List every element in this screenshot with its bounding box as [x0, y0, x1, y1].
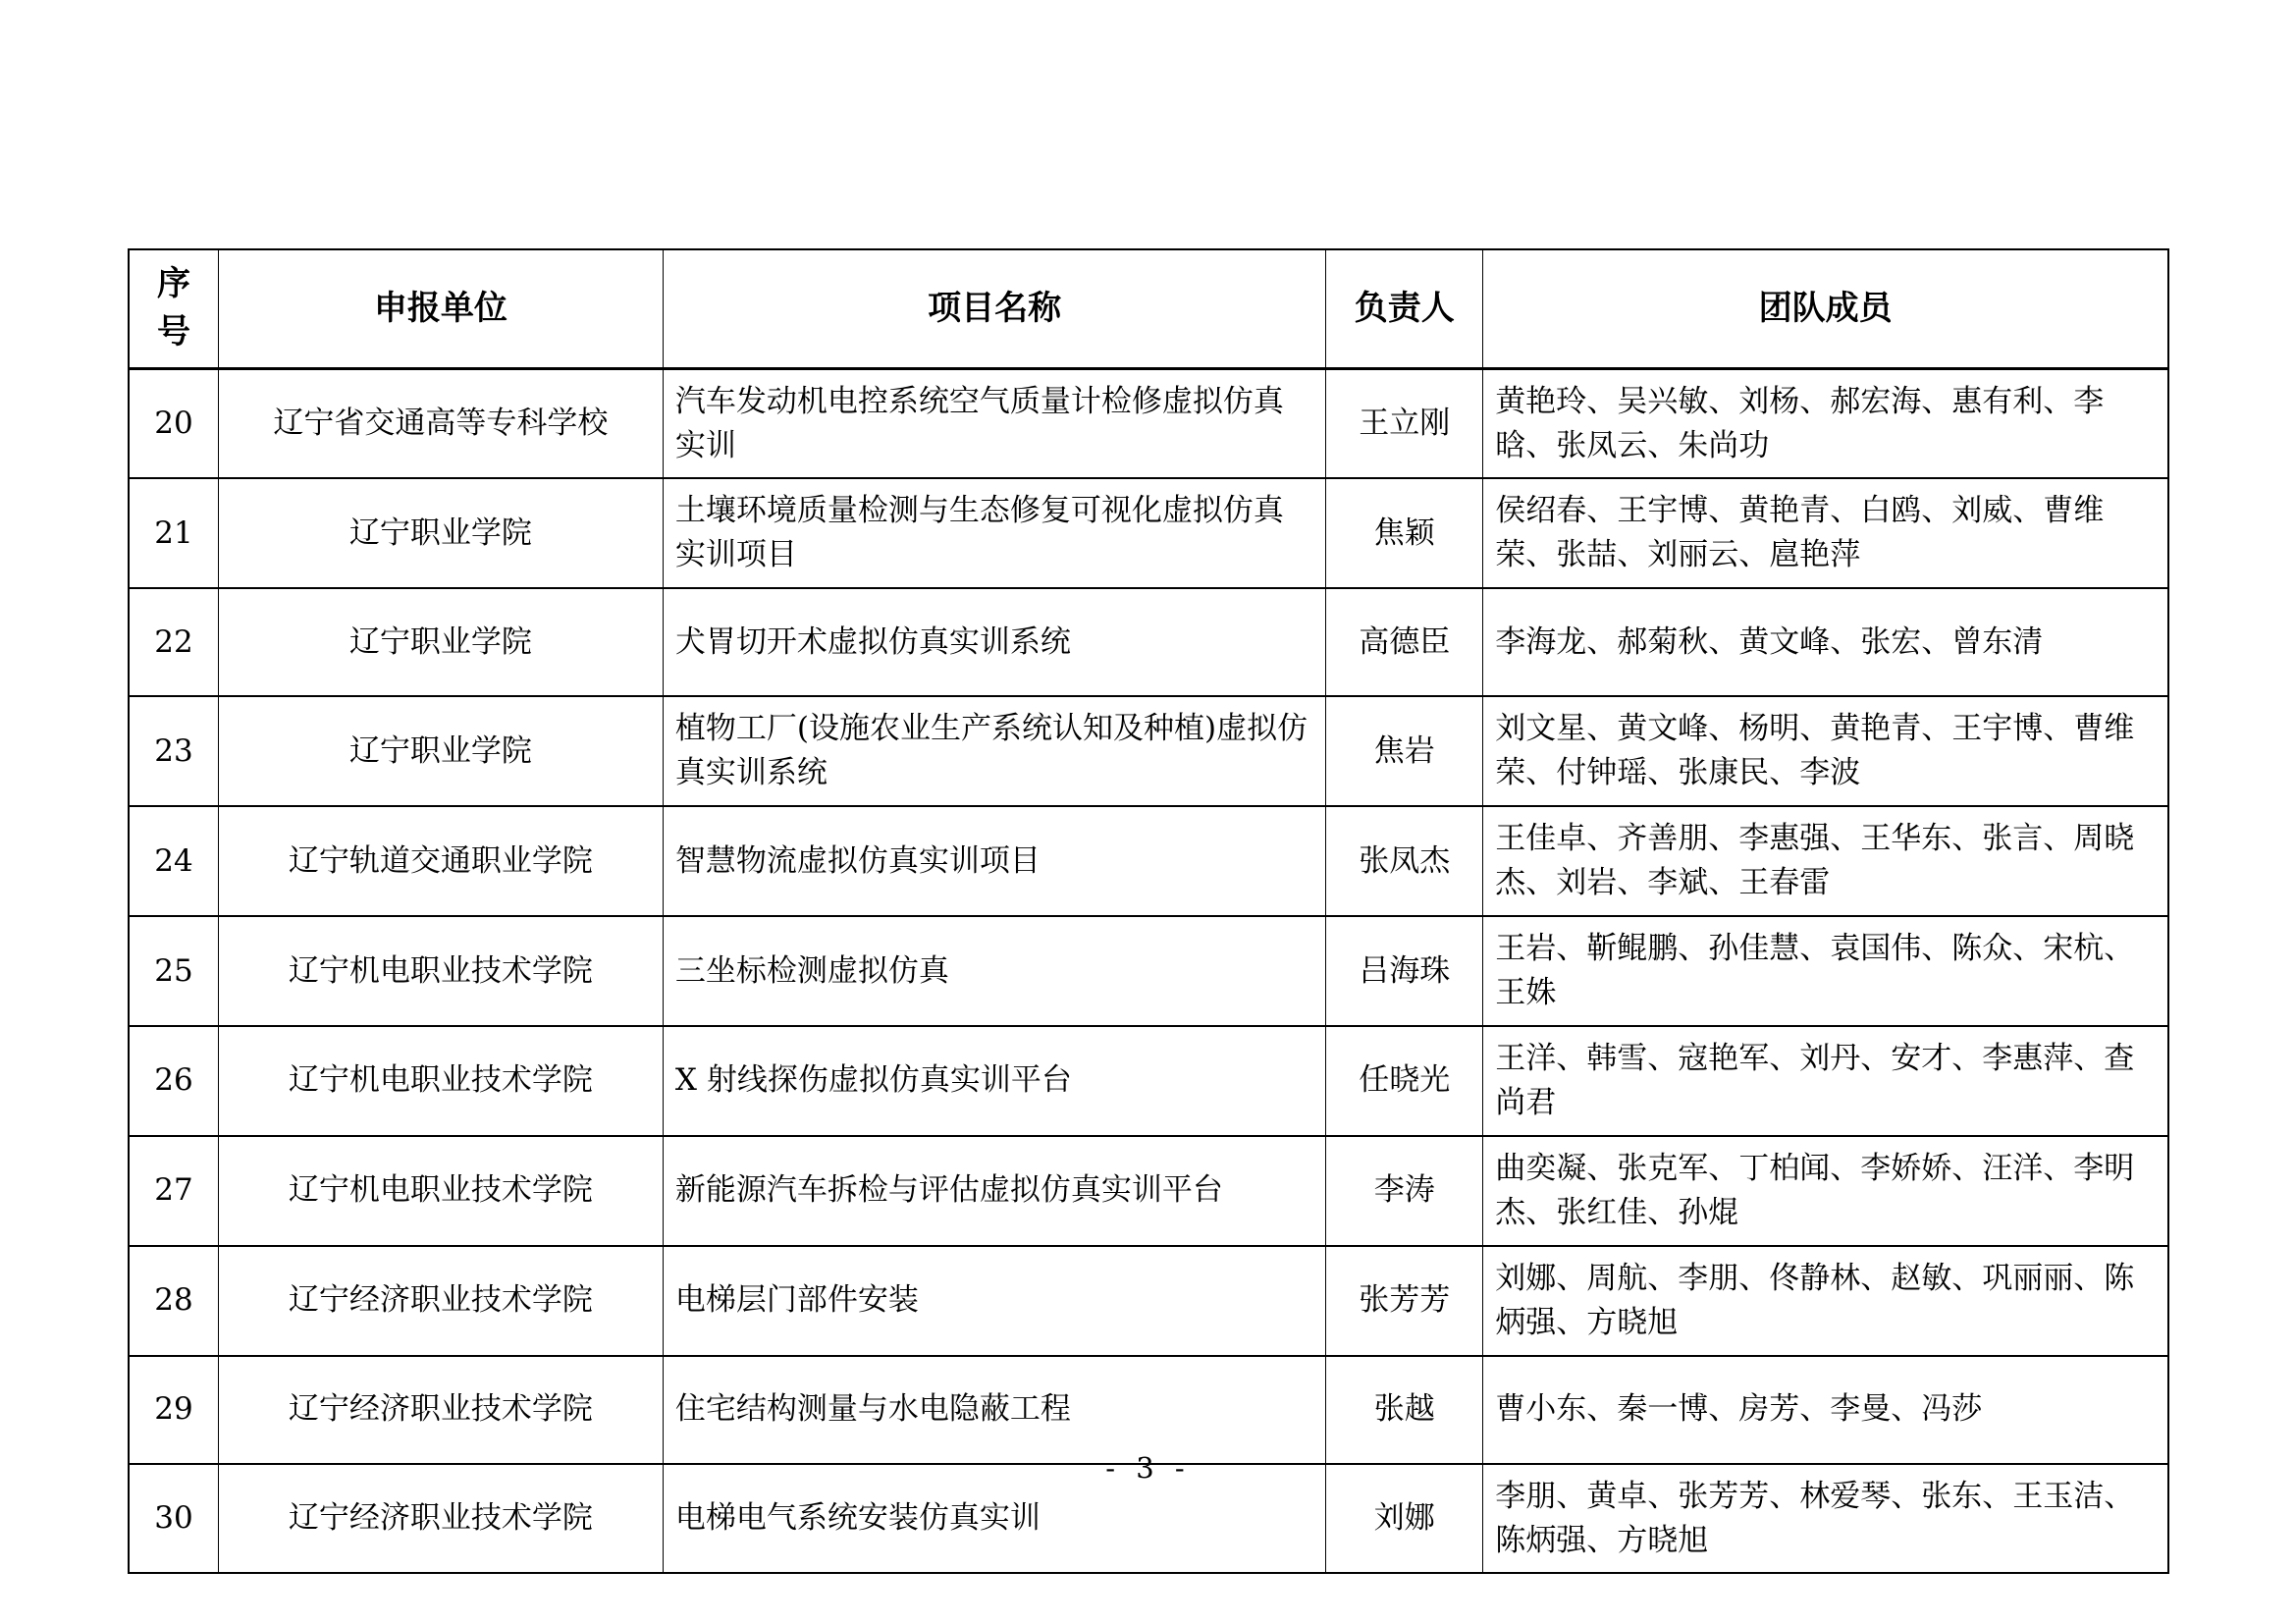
- cell-serial-number: 20: [129, 368, 218, 478]
- cell-applicant-unit: 辽宁轨道交通职业学院: [218, 806, 663, 916]
- table-row: [129, 916, 2168, 1026]
- cell-serial-number: 25: [129, 916, 218, 1026]
- cell-leader: 王立刚: [1326, 368, 1483, 478]
- cell-team-members: 王洋、韩雪、寇艳军、刘丹、安才、李惠萍、查尚君: [1483, 1026, 2168, 1136]
- cell-leader: 高德臣: [1326, 588, 1483, 696]
- cell-project-name: 住宅结构测量与水电隐蔽工程: [663, 1356, 1325, 1464]
- cell-leader: 刘娜: [1326, 1464, 1483, 1574]
- cell-leader: 李涛: [1326, 1136, 1483, 1246]
- cell-applicant-unit: 辽宁省交通高等专科学校: [218, 368, 663, 478]
- cell-leader: 吕海珠: [1326, 916, 1483, 1026]
- header-project-name: 项目名称: [663, 249, 1325, 368]
- cell-leader: 焦岩: [1326, 696, 1483, 806]
- cell-leader: 张凤杰: [1326, 806, 1483, 916]
- cell-applicant-unit: 辽宁机电职业技术学院: [218, 916, 663, 1026]
- cell-serial-number: 24: [129, 806, 218, 916]
- table-row: [129, 478, 2168, 588]
- cell-project-name: 电梯电气系统安装仿真实训: [663, 1464, 1325, 1574]
- cell-team-members: 李海龙、郝菊秋、黄文峰、张宏、曾东清: [1483, 588, 2168, 696]
- cell-serial-number: 27: [129, 1136, 218, 1246]
- cell-serial-number: 23: [129, 696, 218, 806]
- table-row: [129, 806, 2168, 916]
- page-number: - 3 -: [1105, 1451, 1191, 1485]
- cell-project-name: 三坐标检测虚拟仿真: [663, 916, 1325, 1026]
- table-row: [129, 1246, 2168, 1356]
- cell-serial-number: 26: [129, 1026, 218, 1136]
- cell-team-members: 侯绍春、王宇博、黄艳青、白鸥、刘威、曹维荣、张喆、刘丽云、扈艳萍: [1483, 478, 2168, 588]
- cell-applicant-unit: 辽宁职业学院: [218, 696, 663, 806]
- table-row: [129, 368, 2168, 478]
- cell-team-members: 刘文星、黄文峰、杨明、黄艳青、王宇博、曹维荣、付钟瑶、张康民、李波: [1483, 696, 2168, 806]
- cell-applicant-unit: 辽宁机电职业技术学院: [218, 1136, 663, 1246]
- cell-project-name: 植物工厂(设施农业生产系统认知及种植)虚拟仿真实训系统: [663, 696, 1325, 806]
- cell-project-name: 汽车发动机电控系统空气质量计检修虚拟仿真实训: [663, 368, 1325, 478]
- cell-applicant-unit: 辽宁机电职业技术学院: [218, 1026, 663, 1136]
- cell-team-members: 刘娜、周航、李朋、佟静林、赵敏、巩丽丽、陈炳强、方晓旭: [1483, 1246, 2168, 1356]
- cell-team-members: 王岩、靳鲲鹏、孙佳慧、袁国伟、陈众、宋杭、王姝: [1483, 916, 2168, 1026]
- cell-leader: 任晓光: [1326, 1026, 1483, 1136]
- table-row: [129, 1136, 2168, 1246]
- cell-serial-number: 28: [129, 1246, 218, 1356]
- table-row: [129, 1356, 2168, 1464]
- table-row: [129, 588, 2168, 696]
- header-serial-number: 序号: [129, 249, 218, 368]
- cell-leader: 张越: [1326, 1356, 1483, 1464]
- cell-team-members: 李朋、黄卓、张芳芳、林爱琴、张东、王玉洁、陈炳强、方晓旭: [1483, 1464, 2168, 1574]
- cell-project-name: 犬胃切开术虚拟仿真实训系统: [663, 588, 1325, 696]
- cell-applicant-unit: 辽宁经济职业技术学院: [218, 1246, 663, 1356]
- header-team-members: 团队成员: [1483, 249, 2168, 368]
- cell-project-name: 电梯层门部件安装: [663, 1246, 1325, 1356]
- projects-table: [128, 248, 2169, 1574]
- cell-leader: 张芳芳: [1326, 1246, 1483, 1356]
- cell-leader: 焦颖: [1326, 478, 1483, 588]
- cell-applicant-unit: 辽宁经济职业技术学院: [218, 1356, 663, 1464]
- cell-applicant-unit: 辽宁职业学院: [218, 478, 663, 588]
- cell-team-members: 曹小东、秦一博、房芳、李曼、冯莎: [1483, 1356, 2168, 1464]
- cell-team-members: 黄艳玲、吴兴敏、刘杨、郝宏海、惠有利、李晗、张凤云、朱尚功: [1483, 368, 2168, 478]
- cell-applicant-unit: 辽宁经济职业技术学院: [218, 1464, 663, 1574]
- table-row: [129, 696, 2168, 806]
- cell-team-members: 曲奕凝、张克军、丁柏闻、李娇娇、汪洋、李明杰、张红佳、孙焜: [1483, 1136, 2168, 1246]
- header-leader: 负责人: [1326, 249, 1483, 368]
- cell-applicant-unit: 辽宁职业学院: [218, 588, 663, 696]
- cell-serial-number: 30: [129, 1464, 218, 1574]
- cell-project-name: 智慧物流虚拟仿真实训项目: [663, 806, 1325, 916]
- cell-serial-number: 29: [129, 1356, 218, 1464]
- table-row: [129, 1026, 2168, 1136]
- cell-project-name: X 射线探伤虚拟仿真实训平台: [663, 1026, 1325, 1136]
- cell-project-name: 新能源汽车拆检与评估虚拟仿真实训平台: [663, 1136, 1325, 1246]
- cell-project-name: 土壤环境质量检测与生态修复可视化虚拟仿真实训项目: [663, 478, 1325, 588]
- cell-serial-number: 22: [129, 588, 218, 696]
- cell-team-members: 王佳卓、齐善朋、李惠强、王华东、张言、周晓杰、刘岩、李斌、王春雷: [1483, 806, 2168, 916]
- cell-serial-number: 21: [129, 478, 218, 588]
- table-header-row: [129, 249, 2168, 368]
- projects-table-wrap: [128, 248, 2169, 1574]
- header-applicant-unit: 申报单位: [218, 249, 663, 368]
